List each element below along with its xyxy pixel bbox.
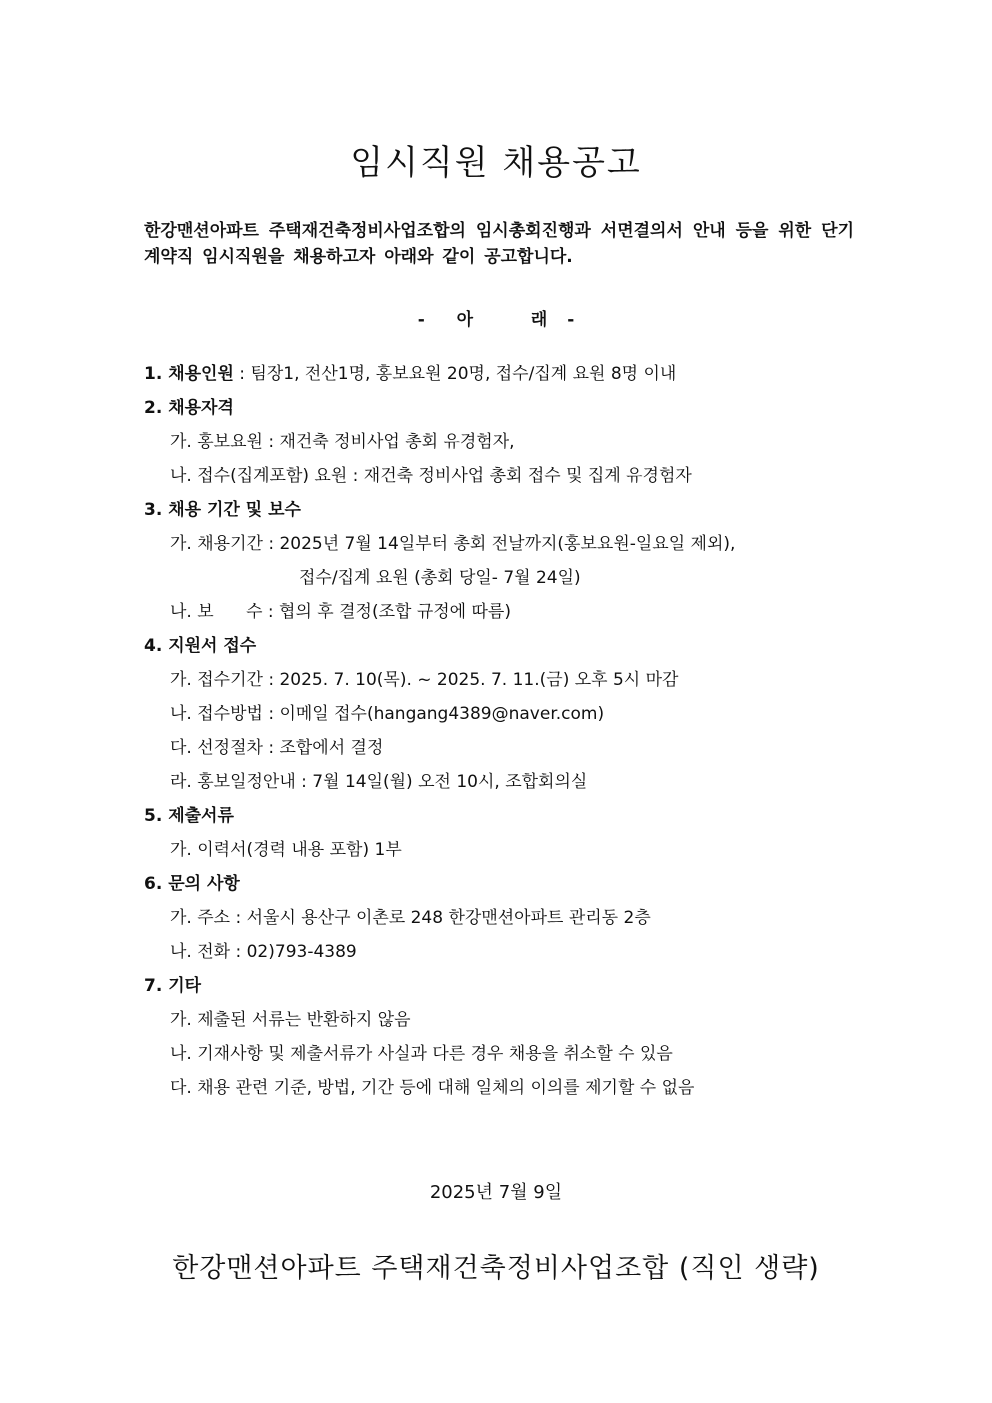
section-heading: 3. 채용 기간 및 보수 <box>144 500 301 520</box>
list-item: 가. 접수기간 : 2025. 7. 10(목). ~ 2025. 7. 11.(금) 오후 5시 마감 <box>170 670 679 690</box>
list-item: 가. 주소 : 서울시 용산구 이촌로 248 한강맨션아파트 관리동 2층 <box>170 908 651 928</box>
list-item <box>144 701 864 735</box>
intro-paragraph: 한강맨션아파트 주택재건축정비사업조합의 임시총회진행과 서면결의서 안내 등을 위한 단기 계약직 임시직원을 채용하고자 아래와 같이 공고합니다. <box>144 221 854 267</box>
notice-date: 2025년 7월 9일 <box>429 1182 563 1203</box>
section-heading: 7. 기타 <box>144 976 202 996</box>
email-link[interactable]: hangang4389@naver.com <box>373 704 598 724</box>
list-item-continuation: 접수/집계 요원 (총회 당일- 7월 24일) <box>299 568 581 588</box>
are-char-rae: 래 <box>530 310 548 330</box>
list-item: 다. 선정절차 : 조합에서 결정 <box>170 738 384 758</box>
section-text: : 팀장1, 전산1명, 홍보요원 20명, 접수/집계 요원 8명 이내 <box>233 364 677 384</box>
list-item: 나. 기재사항 및 제출서류가 사실과 다른 경우 채용을 취소할 수 있음 <box>170 1044 673 1064</box>
list-item: 가. 이력서(경력 내용 포함) 1부 <box>170 840 402 860</box>
section-heading: 6. 문의 사항 <box>144 874 240 894</box>
list-item: 나. 전화 : 02)793-4389 <box>170 942 357 962</box>
list-item: 가. 홍보요원 : 재건축 정비사업 총회 유경험자, <box>170 432 515 452</box>
dash-right: - <box>567 310 575 330</box>
section-1 <box>144 361 864 395</box>
list-item: 가. 제출된 서류는 반환하지 않음 <box>170 1010 411 1030</box>
list-item: 가. 채용기간 : 2025년 7월 14일부터 총회 전날까지(홍보요원-일요일 제외), <box>170 534 736 554</box>
below-heading <box>0 305 992 330</box>
section-heading: 2. 채용자격 <box>144 398 234 418</box>
sections <box>144 361 864 1109</box>
are-char-a: 아 <box>456 310 474 330</box>
list-item: 다. 채용 관련 기준, 방법, 기간 등에 대해 일체의 이의를 제기할 수 없음 <box>170 1078 695 1098</box>
section-heading: 4. 지원서 접수 <box>144 636 257 656</box>
page-title: 임시직원 채용공고 <box>350 143 642 183</box>
organization-name: 한강맨션아파트 주택재건축정비사업조합 (직인 생략) <box>172 1253 820 1284</box>
list-item-text: ) <box>597 704 605 724</box>
list-item: 나. 보 수 : 협의 후 결정(조합 규정에 따름) <box>170 602 511 622</box>
list-item: 나. 접수(집계포함) 요원 : 재건축 정비사업 총회 접수 및 집계 유경험자 <box>170 466 692 486</box>
list-item-text: 나. 접수방법 : 이메일 접수( <box>170 704 374 724</box>
section-heading: 5. 제출서류 <box>144 806 234 826</box>
list-item: 라. 홍보일정안내 : 7월 14일(월) 오전 10시, 조합회의실 <box>170 772 588 792</box>
dash-left: - <box>417 310 425 330</box>
section-heading: 1. 채용인원 <box>144 364 234 384</box>
